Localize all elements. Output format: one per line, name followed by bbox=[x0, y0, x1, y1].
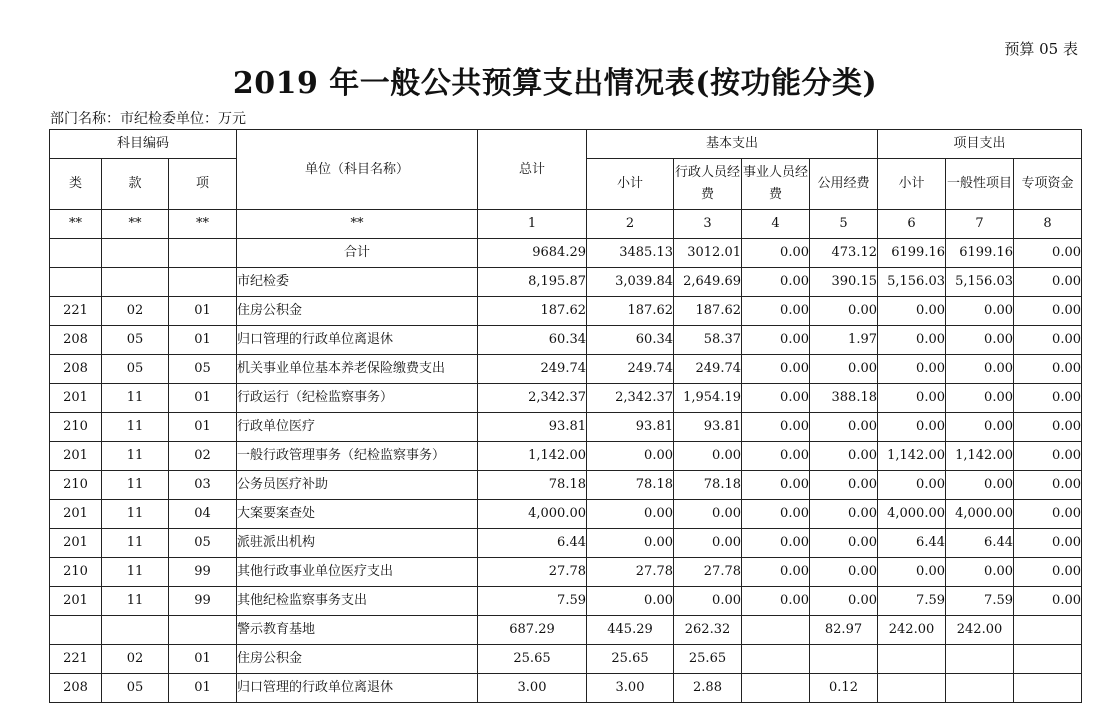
amount-cell: 445.29 bbox=[587, 616, 674, 645]
table-row bbox=[50, 500, 1082, 529]
column-index-row bbox=[50, 210, 1082, 239]
amount-cell: 249.74 bbox=[478, 355, 587, 384]
amount-cell: 0.00 bbox=[1014, 355, 1082, 384]
code-lei-cell: 201 bbox=[50, 442, 102, 471]
column-index-cell: ** bbox=[169, 210, 237, 239]
code-kuan-cell: 11 bbox=[102, 442, 169, 471]
column-index-cell: 3 bbox=[674, 210, 742, 239]
header-admin-staff: 行政人员经费 bbox=[674, 159, 742, 210]
amount-cell: 0.00 bbox=[946, 297, 1014, 326]
amount-cell: 0.00 bbox=[674, 529, 742, 558]
amount-cell: 0.00 bbox=[946, 384, 1014, 413]
code-lei-cell: 201 bbox=[50, 384, 102, 413]
amount-cell: 0.12 bbox=[810, 674, 878, 703]
amount-cell: 187.62 bbox=[587, 297, 674, 326]
table-row bbox=[50, 616, 1082, 645]
amount-cell: 187.62 bbox=[478, 297, 587, 326]
amount-cell: 388.18 bbox=[810, 384, 878, 413]
amount-cell: 9684.29 bbox=[478, 239, 587, 268]
subject-name-cell: 行政运行（纪检监察事务） bbox=[237, 384, 478, 413]
column-index-cell: 5 bbox=[810, 210, 878, 239]
header-public-funds: 公用经费 bbox=[810, 159, 878, 210]
code-lei-cell: 201 bbox=[50, 587, 102, 616]
form-number-tag: 预算 05 表 bbox=[1004, 40, 1078, 58]
amount-cell: 0.00 bbox=[1014, 384, 1082, 413]
code-kuan-cell bbox=[102, 268, 169, 297]
code-kuan-cell: 05 bbox=[102, 674, 169, 703]
department-line bbox=[50, 108, 246, 128]
subject-name-cell: 机关事业单位基本养老保险缴费支出 bbox=[237, 355, 478, 384]
table-row bbox=[50, 587, 1082, 616]
code-xiang-cell: 01 bbox=[169, 297, 237, 326]
header-unit-name: 单位（科目名称） bbox=[237, 130, 478, 210]
amount-cell: 0.00 bbox=[587, 442, 674, 471]
amount-cell: 0.00 bbox=[810, 558, 878, 587]
code-lei-cell: 208 bbox=[50, 326, 102, 355]
column-index-cell: 4 bbox=[742, 210, 810, 239]
code-kuan-cell: 11 bbox=[102, 384, 169, 413]
amount-cell: 0.00 bbox=[878, 471, 946, 500]
table-row bbox=[50, 413, 1082, 442]
amount-cell: 0.00 bbox=[742, 268, 810, 297]
code-kuan-cell: 11 bbox=[102, 413, 169, 442]
code-lei-cell: 210 bbox=[50, 471, 102, 500]
amount-cell: 78.18 bbox=[674, 471, 742, 500]
code-kuan-cell: 11 bbox=[102, 529, 169, 558]
table-row bbox=[50, 645, 1082, 674]
code-xiang-cell: 02 bbox=[169, 442, 237, 471]
amount-cell bbox=[742, 616, 810, 645]
amount-cell: 0.00 bbox=[1014, 442, 1082, 471]
header-subject-code: 科目编码 bbox=[50, 130, 237, 159]
amount-cell: 5,156.03 bbox=[946, 268, 1014, 297]
table-row bbox=[50, 471, 1082, 500]
table-row bbox=[50, 558, 1082, 587]
code-xiang-cell: 99 bbox=[169, 587, 237, 616]
code-kuan-cell: 05 bbox=[102, 355, 169, 384]
amount-cell: 0.00 bbox=[1014, 297, 1082, 326]
subject-name-cell: 住房公积金 bbox=[237, 645, 478, 674]
amount-cell: 6199.16 bbox=[878, 239, 946, 268]
table-row bbox=[50, 529, 1082, 558]
code-lei-cell bbox=[50, 616, 102, 645]
amount-cell: 82.97 bbox=[810, 616, 878, 645]
amount-cell: 78.18 bbox=[587, 471, 674, 500]
amount-cell: 2,342.37 bbox=[478, 384, 587, 413]
amount-cell: 0.00 bbox=[674, 500, 742, 529]
code-xiang-cell: 01 bbox=[169, 384, 237, 413]
amount-cell: 0.00 bbox=[1014, 558, 1082, 587]
amount-cell: 25.65 bbox=[674, 645, 742, 674]
code-xiang-cell bbox=[169, 616, 237, 645]
amount-cell: 93.81 bbox=[478, 413, 587, 442]
amount-cell: 0.00 bbox=[946, 471, 1014, 500]
column-index-cell: 8 bbox=[1014, 210, 1082, 239]
header-general-project: 一般性项目 bbox=[946, 159, 1014, 210]
amount-cell bbox=[878, 674, 946, 703]
amount-cell: 0.00 bbox=[810, 297, 878, 326]
code-lei-cell bbox=[50, 239, 102, 268]
unit-label: 单位： bbox=[176, 111, 218, 127]
amount-cell: 27.78 bbox=[478, 558, 587, 587]
code-lei-cell: 208 bbox=[50, 674, 102, 703]
subject-name-cell: 市纪检委 bbox=[237, 268, 478, 297]
table-row bbox=[50, 297, 1082, 326]
amount-cell: 7.59 bbox=[878, 587, 946, 616]
code-xiang-cell: 05 bbox=[169, 529, 237, 558]
amount-cell bbox=[878, 645, 946, 674]
code-lei-cell: 221 bbox=[50, 297, 102, 326]
amount-cell: 0.00 bbox=[810, 587, 878, 616]
amount-cell: 2,649.69 bbox=[674, 268, 742, 297]
amount-cell: 4,000.00 bbox=[478, 500, 587, 529]
subject-name-cell: 警示教育基地 bbox=[237, 616, 478, 645]
dept-label: 部门名称： bbox=[50, 111, 120, 127]
amount-cell: 0.00 bbox=[1014, 239, 1082, 268]
column-index-cell: 7 bbox=[946, 210, 1014, 239]
amount-cell: 3.00 bbox=[587, 674, 674, 703]
amount-cell: 242.00 bbox=[878, 616, 946, 645]
amount-cell: 58.37 bbox=[674, 326, 742, 355]
amount-cell: 0.00 bbox=[742, 587, 810, 616]
code-xiang-cell: 01 bbox=[169, 645, 237, 674]
code-xiang-cell: 01 bbox=[169, 674, 237, 703]
table-row bbox=[50, 268, 1082, 297]
amount-cell: 473.12 bbox=[810, 239, 878, 268]
amount-cell: 0.00 bbox=[674, 442, 742, 471]
amount-cell: 0.00 bbox=[878, 384, 946, 413]
amount-cell: 4,000.00 bbox=[946, 500, 1014, 529]
amount-cell: 93.81 bbox=[587, 413, 674, 442]
amount-cell: 3485.13 bbox=[587, 239, 674, 268]
amount-cell: 390.15 bbox=[810, 268, 878, 297]
column-index-cell: ** bbox=[50, 210, 102, 239]
amount-cell: 0.00 bbox=[1014, 529, 1082, 558]
amount-cell: 0.00 bbox=[742, 529, 810, 558]
amount-cell: 7.59 bbox=[478, 587, 587, 616]
amount-cell: 0.00 bbox=[810, 471, 878, 500]
amount-cell: 0.00 bbox=[742, 239, 810, 268]
amount-cell: 0.00 bbox=[1014, 587, 1082, 616]
code-lei-cell: 221 bbox=[50, 645, 102, 674]
subject-name-cell: 公务员医疗补助 bbox=[237, 471, 478, 500]
amount-cell: 25.65 bbox=[587, 645, 674, 674]
code-kuan-cell: 11 bbox=[102, 558, 169, 587]
code-kuan-cell: 11 bbox=[102, 500, 169, 529]
amount-cell: 78.18 bbox=[478, 471, 587, 500]
amount-cell: 0.00 bbox=[1014, 326, 1082, 355]
amount-cell: 0.00 bbox=[742, 500, 810, 529]
amount-cell: 0.00 bbox=[810, 355, 878, 384]
code-xiang-cell bbox=[169, 239, 237, 268]
amount-cell: 249.74 bbox=[587, 355, 674, 384]
amount-cell bbox=[946, 674, 1014, 703]
header-kuan: 款 bbox=[102, 159, 169, 210]
code-kuan-cell: 05 bbox=[102, 326, 169, 355]
amount-cell: 6199.16 bbox=[946, 239, 1014, 268]
code-xiang-cell: 01 bbox=[169, 413, 237, 442]
amount-cell: 25.65 bbox=[478, 645, 587, 674]
code-xiang-cell: 03 bbox=[169, 471, 237, 500]
amount-cell bbox=[1014, 645, 1082, 674]
subject-name-cell: 其他行政事业单位医疗支出 bbox=[237, 558, 478, 587]
subject-name-cell: 合计 bbox=[237, 239, 478, 268]
header-total: 总计 bbox=[478, 130, 587, 210]
amount-cell: 0.00 bbox=[946, 558, 1014, 587]
amount-cell: 2,342.37 bbox=[587, 384, 674, 413]
code-lei-cell: 201 bbox=[50, 529, 102, 558]
amount-cell: 60.34 bbox=[587, 326, 674, 355]
code-kuan-cell: 11 bbox=[102, 471, 169, 500]
header-inst-staff: 事业人员经费 bbox=[742, 159, 810, 210]
header-lei: 类 bbox=[50, 159, 102, 210]
amount-cell: 3.00 bbox=[478, 674, 587, 703]
amount-cell: 0.00 bbox=[810, 413, 878, 442]
amount-cell: 1,142.00 bbox=[946, 442, 1014, 471]
amount-cell: 0.00 bbox=[1014, 471, 1082, 500]
table-row bbox=[50, 384, 1082, 413]
amount-cell: 27.78 bbox=[587, 558, 674, 587]
amount-cell: 4,000.00 bbox=[878, 500, 946, 529]
code-lei-cell: 201 bbox=[50, 500, 102, 529]
amount-cell: 0.00 bbox=[878, 297, 946, 326]
amount-cell: 1,954.19 bbox=[674, 384, 742, 413]
amount-cell: 6.44 bbox=[478, 529, 587, 558]
amount-cell: 0.00 bbox=[946, 413, 1014, 442]
amount-cell: 0.00 bbox=[810, 529, 878, 558]
amount-cell: 0.00 bbox=[742, 297, 810, 326]
amount-cell: 0.00 bbox=[1014, 413, 1082, 442]
column-index-cell: ** bbox=[237, 210, 478, 239]
table-row bbox=[50, 326, 1082, 355]
code-xiang-cell: 99 bbox=[169, 558, 237, 587]
amount-cell: 27.78 bbox=[674, 558, 742, 587]
amount-cell: 1,142.00 bbox=[878, 442, 946, 471]
amount-cell: 0.00 bbox=[742, 413, 810, 442]
subject-name-cell: 住房公积金 bbox=[237, 297, 478, 326]
amount-cell bbox=[742, 645, 810, 674]
amount-cell: 7.59 bbox=[946, 587, 1014, 616]
amount-cell: 0.00 bbox=[587, 500, 674, 529]
amount-cell: 0.00 bbox=[810, 500, 878, 529]
code-kuan-cell bbox=[102, 239, 169, 268]
table-row bbox=[50, 355, 1082, 384]
amount-cell: 1,142.00 bbox=[478, 442, 587, 471]
amount-cell: 687.29 bbox=[478, 616, 587, 645]
table-row bbox=[50, 674, 1082, 703]
unit-value: 万元 bbox=[218, 111, 246, 127]
code-kuan-cell bbox=[102, 616, 169, 645]
code-kuan-cell: 02 bbox=[102, 645, 169, 674]
dept-name: 市纪检委 bbox=[120, 111, 176, 127]
amount-cell: 0.00 bbox=[742, 442, 810, 471]
amount-cell: 249.74 bbox=[674, 355, 742, 384]
subject-name-cell: 大案要案查处 bbox=[237, 500, 478, 529]
amount-cell: 0.00 bbox=[742, 471, 810, 500]
column-index-cell: 6 bbox=[878, 210, 946, 239]
column-index-cell: ** bbox=[102, 210, 169, 239]
amount-cell: 0.00 bbox=[878, 326, 946, 355]
amount-cell: 2.88 bbox=[674, 674, 742, 703]
header-basic-subtotal: 小计 bbox=[587, 159, 674, 210]
code-xiang-cell: 04 bbox=[169, 500, 237, 529]
amount-cell: 0.00 bbox=[742, 326, 810, 355]
subject-name-cell: 归口管理的行政单位离退休 bbox=[237, 674, 478, 703]
amount-cell: 8,195.87 bbox=[478, 268, 587, 297]
subject-name-cell: 行政单位医疗 bbox=[237, 413, 478, 442]
amount-cell: 0.00 bbox=[878, 413, 946, 442]
amount-cell: 0.00 bbox=[742, 558, 810, 587]
amount-cell bbox=[1014, 616, 1082, 645]
budget-table bbox=[49, 129, 1082, 703]
column-index-cell: 2 bbox=[587, 210, 674, 239]
amount-cell: 0.00 bbox=[810, 442, 878, 471]
code-lei-cell bbox=[50, 268, 102, 297]
amount-cell: 0.00 bbox=[587, 587, 674, 616]
amount-cell: 6.44 bbox=[946, 529, 1014, 558]
column-index-cell: 1 bbox=[478, 210, 587, 239]
code-lei-cell: 210 bbox=[50, 558, 102, 587]
amount-cell bbox=[810, 645, 878, 674]
amount-cell: 6.44 bbox=[878, 529, 946, 558]
amount-cell: 0.00 bbox=[1014, 500, 1082, 529]
header-xiang: 项 bbox=[169, 159, 237, 210]
header-special-fund: 专项资金 bbox=[1014, 159, 1082, 210]
amount-cell bbox=[1014, 674, 1082, 703]
code-lei-cell: 210 bbox=[50, 413, 102, 442]
code-xiang-cell: 01 bbox=[169, 326, 237, 355]
amount-cell: 3,039.84 bbox=[587, 268, 674, 297]
amount-cell bbox=[742, 674, 810, 703]
amount-cell: 1.97 bbox=[810, 326, 878, 355]
header-basic-expenditure: 基本支出 bbox=[587, 130, 878, 159]
amount-cell: 93.81 bbox=[674, 413, 742, 442]
amount-cell: 60.34 bbox=[478, 326, 587, 355]
amount-cell: 0.00 bbox=[946, 326, 1014, 355]
amount-cell: 0.00 bbox=[587, 529, 674, 558]
code-xiang-cell bbox=[169, 268, 237, 297]
amount-cell bbox=[946, 645, 1014, 674]
header-project-subtotal: 小计 bbox=[878, 159, 946, 210]
table-row bbox=[50, 442, 1082, 471]
amount-cell: 0.00 bbox=[878, 355, 946, 384]
code-kuan-cell: 02 bbox=[102, 297, 169, 326]
table-body bbox=[50, 239, 1082, 703]
amount-cell: 242.00 bbox=[946, 616, 1014, 645]
code-kuan-cell: 11 bbox=[102, 587, 169, 616]
subject-name-cell: 归口管理的行政单位离退休 bbox=[237, 326, 478, 355]
amount-cell: 0.00 bbox=[946, 355, 1014, 384]
subject-name-cell: 派驻派出机构 bbox=[237, 529, 478, 558]
amount-cell: 187.62 bbox=[674, 297, 742, 326]
amount-cell: 0.00 bbox=[674, 587, 742, 616]
amount-cell: 0.00 bbox=[742, 355, 810, 384]
amount-cell: 0.00 bbox=[878, 558, 946, 587]
code-lei-cell: 208 bbox=[50, 355, 102, 384]
amount-cell: 3012.01 bbox=[674, 239, 742, 268]
amount-cell: 5,156.03 bbox=[878, 268, 946, 297]
amount-cell: 0.00 bbox=[742, 384, 810, 413]
code-xiang-cell: 05 bbox=[169, 355, 237, 384]
page-title: 2019 年一般公共预算支出情况表(按功能分类) bbox=[232, 66, 878, 101]
amount-cell: 262.32 bbox=[674, 616, 742, 645]
header-project-expenditure: 项目支出 bbox=[878, 130, 1082, 159]
subject-name-cell: 其他纪检监察事务支出 bbox=[237, 587, 478, 616]
table-row bbox=[50, 239, 1082, 268]
subject-name-cell: 一般行政管理事务（纪检监察事务） bbox=[237, 442, 478, 471]
amount-cell: 0.00 bbox=[1014, 268, 1082, 297]
